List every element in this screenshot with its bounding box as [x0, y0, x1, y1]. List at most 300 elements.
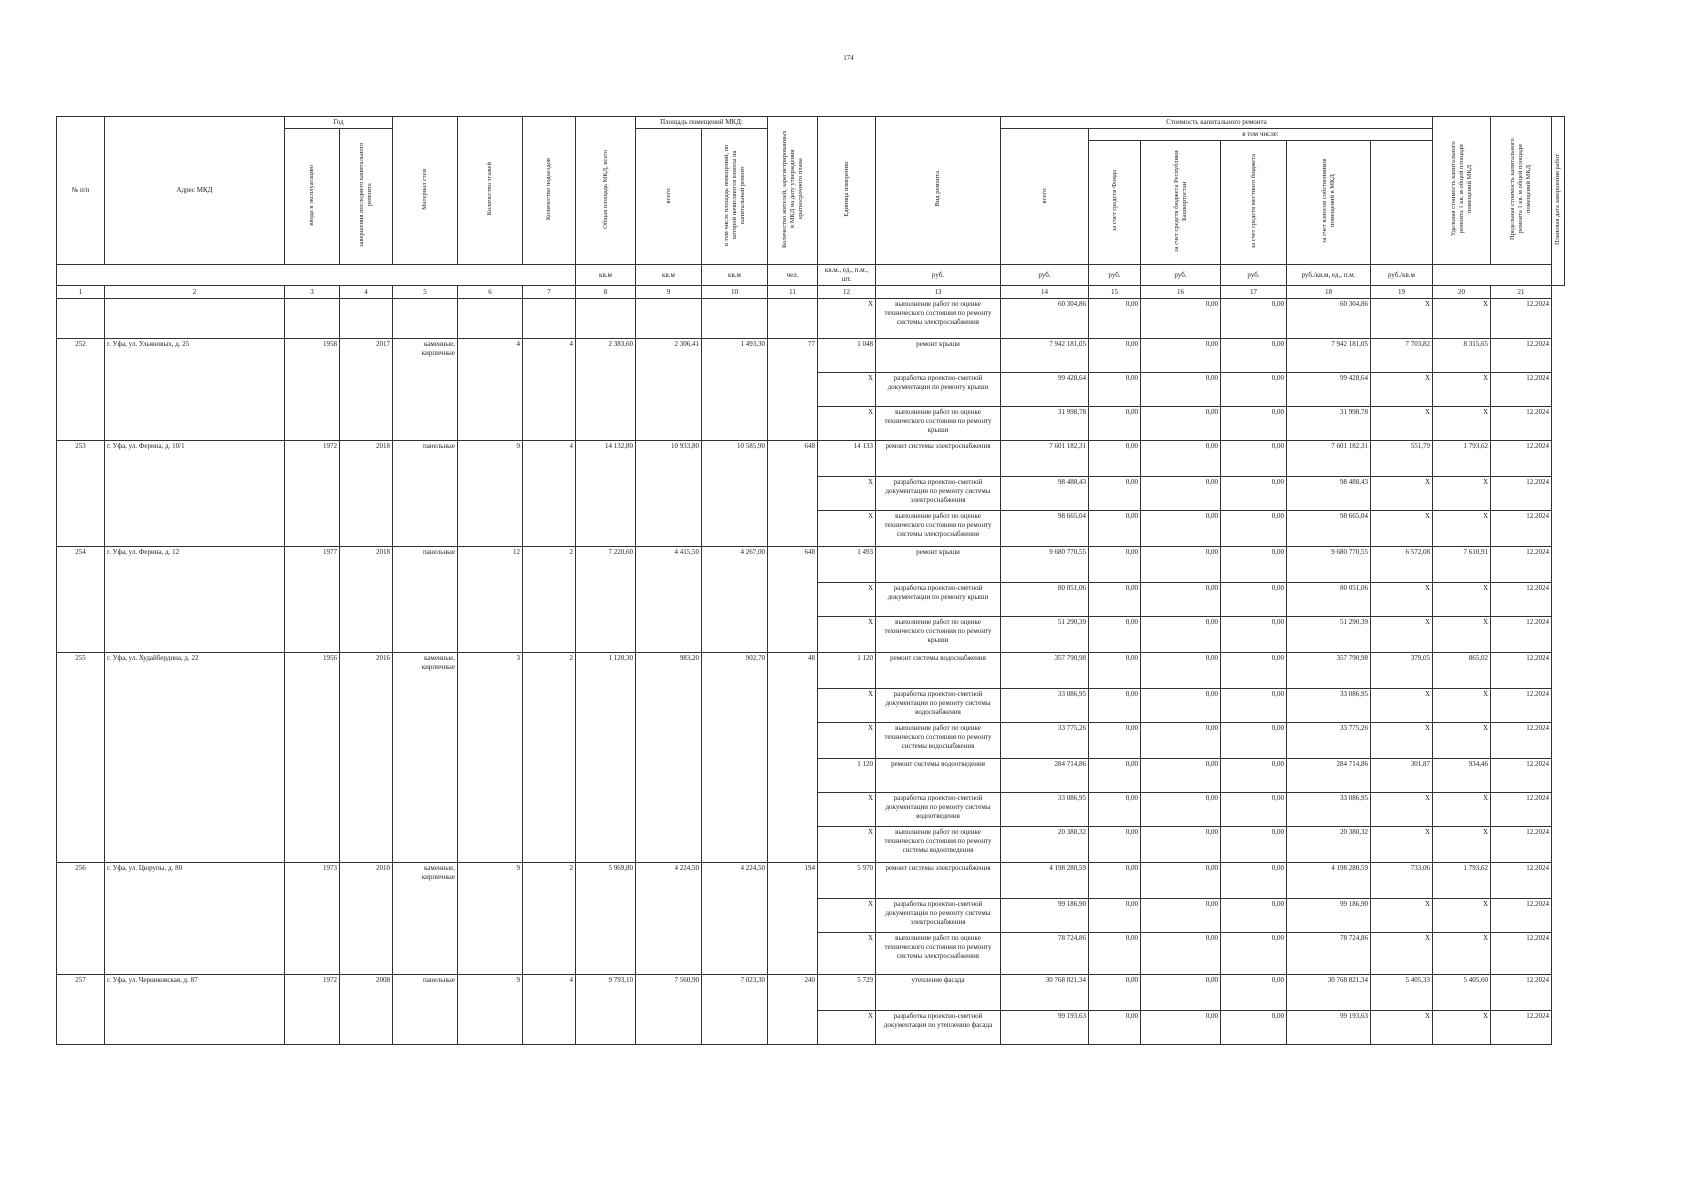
- cell-y1: [285, 407, 340, 441]
- cell-c14: 4 198 280,59: [1001, 863, 1089, 899]
- cell-en: [523, 373, 576, 407]
- cell-c15: 0,00: [1089, 299, 1141, 339]
- cell-work: ремонт крыши: [876, 547, 1001, 583]
- cell-ta: [576, 407, 636, 441]
- cell-c18: 9 680 770,55: [1287, 547, 1371, 583]
- cell-n: 257: [57, 975, 105, 1011]
- cell-c18: 78 724,86: [1287, 933, 1371, 975]
- column-number: 16: [1141, 286, 1221, 299]
- cell-c20: X: [1433, 899, 1491, 933]
- cell-mat: каменные, кирпичные: [393, 653, 458, 689]
- header-entrances: Количество подъездов: [523, 117, 576, 265]
- column-number: 21: [1491, 286, 1552, 299]
- cell-fl: [458, 689, 523, 723]
- cell-n: 255: [57, 653, 105, 689]
- cell-y1: [285, 477, 340, 511]
- cell-ta: [576, 617, 636, 653]
- cell-c21: 12.2024: [1491, 299, 1552, 339]
- cell-c20: 7 610,91: [1433, 547, 1491, 583]
- cell-y2: [340, 511, 393, 547]
- cell-c15: 0,00: [1089, 407, 1141, 441]
- cell-a2: [702, 477, 768, 511]
- cell-c16: 0,00: [1141, 933, 1221, 975]
- cell-en: 4: [523, 975, 576, 1011]
- cell-en: [523, 477, 576, 511]
- header-floors: Количество этажей: [458, 117, 523, 265]
- cell-addr: [105, 1011, 285, 1045]
- header-total-area: Общая площадь МКД, всего: [576, 117, 636, 265]
- column-number: 13: [876, 286, 1001, 299]
- cell-c18: 30 768 821,34: [1287, 975, 1371, 1011]
- cell-res: [768, 583, 818, 617]
- cell-qty: X: [818, 511, 876, 547]
- cell-addr: [105, 511, 285, 547]
- cell-a1: [636, 759, 702, 793]
- cell-addr: [105, 407, 285, 441]
- cell-res: [768, 793, 818, 827]
- cell-a1: [636, 689, 702, 723]
- cell-c15: 0,00: [1089, 759, 1141, 793]
- cell-y1: 1956: [285, 653, 340, 689]
- cell-a2: [702, 759, 768, 793]
- cell-c19: 551,79: [1371, 441, 1433, 477]
- cell-y2: 2018: [340, 547, 393, 583]
- cell-c21: 12.2024: [1491, 975, 1552, 1011]
- cell-ta: [576, 299, 636, 339]
- cell-c16: 0,00: [1141, 975, 1221, 1011]
- cell-res: 648: [768, 441, 818, 477]
- cell-a2: 902,70: [702, 653, 768, 689]
- cell-en: [523, 299, 576, 339]
- cell-c21: 12.2024: [1491, 511, 1552, 547]
- cell-mat: панельные: [393, 547, 458, 583]
- cell-en: 4: [523, 339, 576, 373]
- column-number: 20: [1433, 286, 1491, 299]
- cell-c17: 0,00: [1221, 583, 1287, 617]
- cell-mat: [393, 373, 458, 407]
- cell-a1: 10 933,80: [636, 441, 702, 477]
- cell-c15: 0,00: [1089, 975, 1141, 1011]
- header-repair-type: Вид ремонта: [876, 117, 1001, 265]
- cell-c15: 0,00: [1089, 373, 1141, 407]
- cell-a2: [702, 511, 768, 547]
- cell-ta: [576, 1011, 636, 1045]
- header-year-group: Год: [285, 117, 393, 129]
- column-number: 18: [1287, 286, 1371, 299]
- cell-c18: 33 086,95: [1287, 689, 1371, 723]
- cell-en: [523, 899, 576, 933]
- unit-cell: руб./кв.м: [1371, 265, 1433, 286]
- cell-c16: 0,00: [1141, 511, 1221, 547]
- cell-ta: [576, 793, 636, 827]
- cell-qty: 1 493: [818, 547, 876, 583]
- cell-c19: X: [1371, 299, 1433, 339]
- cell-c18: 99 186,90: [1287, 899, 1371, 933]
- cell-c19: X: [1371, 827, 1433, 863]
- cell-addr: г. Уфа, ул. Цюрупы, д. 80: [105, 863, 285, 899]
- cell-y2: [340, 793, 393, 827]
- cell-c16: 0,00: [1141, 899, 1221, 933]
- cell-res: [768, 617, 818, 653]
- cell-mat: [393, 933, 458, 975]
- cell-c18: 20 380,32: [1287, 827, 1371, 863]
- cell-fl: [458, 723, 523, 759]
- cell-c15: 0,00: [1089, 933, 1141, 975]
- cell-c14: 33 086,95: [1001, 689, 1089, 723]
- cell-y2: [340, 299, 393, 339]
- cell-c19: X: [1371, 373, 1433, 407]
- cell-c19: 733,06: [1371, 863, 1433, 899]
- cell-a1: [636, 1011, 702, 1045]
- cell-a2: [702, 617, 768, 653]
- cell-mat: [393, 299, 458, 339]
- cell-a1: [636, 899, 702, 933]
- cell-addr: [105, 933, 285, 975]
- cell-a1: [636, 477, 702, 511]
- cell-res: [768, 407, 818, 441]
- cell-y1: [285, 827, 340, 863]
- cell-c16: 0,00: [1141, 863, 1221, 899]
- cell-mat: [393, 407, 458, 441]
- cell-c16: 0,00: [1141, 759, 1221, 793]
- cell-c21: 12.2024: [1491, 617, 1552, 653]
- cell-en: [523, 407, 576, 441]
- cell-work: разработка проектно-сметной документации по утеплению фасада: [876, 1011, 1001, 1045]
- cell-qty: X: [818, 583, 876, 617]
- cell-work: ремонт системы электроснабжения: [876, 863, 1001, 899]
- header-planned-date: Плановая дата завершения работ: [1552, 117, 1565, 286]
- cell-c19: X: [1371, 477, 1433, 511]
- cell-c14: 9 680 770,55: [1001, 547, 1089, 583]
- cell-n: 252: [57, 339, 105, 373]
- cell-c20: 1 793,62: [1433, 441, 1491, 477]
- cell-n: [57, 933, 105, 975]
- cell-c17: 0,00: [1221, 1011, 1287, 1045]
- cell-c21: 12.2024: [1491, 547, 1552, 583]
- cell-y2: [340, 827, 393, 863]
- cell-c21: 12.2024: [1491, 899, 1552, 933]
- cell-mat: [393, 759, 458, 793]
- cell-res: [768, 299, 818, 339]
- unit-cell: руб.: [1221, 265, 1287, 286]
- cell-a1: [636, 511, 702, 547]
- cell-c20: X: [1433, 689, 1491, 723]
- cell-work: разработка проектно-сметной документации по ремонту крыши: [876, 373, 1001, 407]
- cell-work: выполнение работ по оценке технического состояния по ремонту крыши: [876, 617, 1001, 653]
- unit-cell: кв.м: [576, 265, 636, 286]
- cell-res: [768, 827, 818, 863]
- cell-work: ремонт системы электроснабжения: [876, 441, 1001, 477]
- cell-c20: X: [1433, 583, 1491, 617]
- cell-y2: 2010: [340, 863, 393, 899]
- cell-c19: 301,87: [1371, 759, 1433, 793]
- cell-y1: [285, 899, 340, 933]
- cell-n: [57, 583, 105, 617]
- cell-res: [768, 477, 818, 511]
- cell-y1: [285, 511, 340, 547]
- cell-c17: 0,00: [1221, 653, 1287, 689]
- cell-c18: 33 086,95: [1287, 793, 1371, 827]
- cell-c14: 98 488,43: [1001, 477, 1089, 511]
- cell-c20: X: [1433, 933, 1491, 975]
- cell-mat: [393, 617, 458, 653]
- cell-c14: 31 998,78: [1001, 407, 1089, 441]
- column-number: 11: [768, 286, 818, 299]
- cell-c15: 0,00: [1089, 339, 1141, 373]
- cell-qty: X: [818, 933, 876, 975]
- cell-n: [57, 373, 105, 407]
- cell-res: 240: [768, 975, 818, 1011]
- cell-work: утепление фасада: [876, 975, 1001, 1011]
- cell-qty: X: [818, 299, 876, 339]
- cell-c19: X: [1371, 511, 1433, 547]
- cell-y2: 2018: [340, 441, 393, 477]
- cell-c15: 0,00: [1089, 653, 1141, 689]
- cell-c19: X: [1371, 407, 1433, 441]
- cell-c20: X: [1433, 373, 1491, 407]
- cell-c20: X: [1433, 299, 1491, 339]
- cell-a1: 7 560,90: [636, 975, 702, 1011]
- header-num: № п/п: [57, 117, 105, 265]
- cell-c14: 51 290,39: [1001, 617, 1089, 653]
- cell-c18: 284 714,86: [1287, 759, 1371, 793]
- cell-qty: 1 120: [818, 653, 876, 689]
- cell-a2: [702, 1011, 768, 1045]
- cell-work: разработка проектно-сметной документации по ремонту системы водоотведения: [876, 793, 1001, 827]
- table-row: [57, 339, 1565, 373]
- table-row: [57, 863, 1565, 899]
- cell-c14: 60 304,86: [1001, 299, 1089, 339]
- table-row: [57, 827, 1565, 863]
- cell-c17: 0,00: [1221, 723, 1287, 759]
- cell-res: [768, 373, 818, 407]
- cell-a1: [636, 299, 702, 339]
- cell-addr: г. Уфа, ул. Ферина, д. 12: [105, 547, 285, 583]
- cell-n: [57, 511, 105, 547]
- units-blank: [57, 265, 576, 286]
- cell-fl: 9: [458, 863, 523, 899]
- table-row: [57, 441, 1565, 477]
- cell-c17: 0,00: [1221, 373, 1287, 407]
- cell-c17: 0,00: [1221, 441, 1287, 477]
- cell-a1: [636, 793, 702, 827]
- cell-c16: 0,00: [1141, 407, 1221, 441]
- cell-c18: 357 790,98: [1287, 653, 1371, 689]
- cell-fl: [458, 793, 523, 827]
- cell-y2: [340, 373, 393, 407]
- cell-ta: [576, 373, 636, 407]
- cell-y1: 1958: [285, 339, 340, 373]
- cell-n: [57, 407, 105, 441]
- cell-c21: 12.2024: [1491, 653, 1552, 689]
- cell-addr: [105, 617, 285, 653]
- cell-c17: 0,00: [1221, 547, 1287, 583]
- table-row: [57, 373, 1565, 407]
- column-number: 9: [636, 286, 702, 299]
- column-number: 7: [523, 286, 576, 299]
- header-incl: в том числе:: [1089, 129, 1433, 141]
- cell-c20: 8 315,65: [1433, 339, 1491, 373]
- cell-c16: 0,00: [1141, 583, 1221, 617]
- cell-c16: 0,00: [1141, 689, 1221, 723]
- cell-addr: [105, 827, 285, 863]
- cell-en: [523, 511, 576, 547]
- cell-qty: X: [818, 1011, 876, 1045]
- column-number: 3: [285, 286, 340, 299]
- cell-c21: 12.2024: [1491, 373, 1552, 407]
- cell-c19: 6 572,08: [1371, 547, 1433, 583]
- cell-c15: 0,00: [1089, 547, 1141, 583]
- cell-fl: [458, 511, 523, 547]
- cell-c14: 30 768 821,34: [1001, 975, 1089, 1011]
- cell-c17: 0,00: [1221, 975, 1287, 1011]
- header-cost-republic: за счет средств бюджета Республики Башкортостан: [1141, 141, 1221, 265]
- cell-res: 194: [768, 863, 818, 899]
- cell-ta: [576, 583, 636, 617]
- cell-y2: 2017: [340, 339, 393, 373]
- cell-res: 48: [768, 653, 818, 689]
- cell-c18: 51 290,39: [1287, 617, 1371, 653]
- cell-c18: 33 775,26: [1287, 723, 1371, 759]
- cell-y2: [340, 689, 393, 723]
- cell-work: выполнение работ по оценке технического состояния по ремонту системы водоотведения: [876, 827, 1001, 863]
- cell-addr: [105, 723, 285, 759]
- cell-a1: [636, 933, 702, 975]
- cell-a2: 1 493,30: [702, 339, 768, 373]
- cell-a2: [702, 827, 768, 863]
- cell-c17: 0,00: [1221, 511, 1287, 547]
- cell-c16: 0,00: [1141, 617, 1221, 653]
- cell-work: разработка проектно-сметной документации по ремонту крыши: [876, 583, 1001, 617]
- cell-y1: [285, 1011, 340, 1045]
- header-unit-measure: Единица измерения: [818, 117, 876, 265]
- cell-a2: [702, 689, 768, 723]
- cell-addr: г. Уфа, ул. Ферина, д. 10/1: [105, 441, 285, 477]
- table-row: [57, 583, 1565, 617]
- cell-fl: 3: [458, 653, 523, 689]
- unit-cell: кв.м., ед., п.м., шт.: [818, 265, 876, 286]
- cell-c17: 0,00: [1221, 339, 1287, 373]
- cell-addr: [105, 899, 285, 933]
- cell-fl: [458, 933, 523, 975]
- cell-fl: [458, 827, 523, 863]
- cell-y1: [285, 373, 340, 407]
- cell-c16: 0,00: [1141, 477, 1221, 511]
- cell-qty: X: [818, 477, 876, 511]
- cell-c16: 0,00: [1141, 723, 1221, 759]
- cell-c19: X: [1371, 1011, 1433, 1045]
- cell-c16: 0,00: [1141, 299, 1221, 339]
- cell-ta: 14 132,80: [576, 441, 636, 477]
- cell-mat: [393, 723, 458, 759]
- cell-en: 2: [523, 547, 576, 583]
- cell-en: [523, 583, 576, 617]
- header-cost-total: всего:: [1001, 129, 1089, 265]
- cell-y1: [285, 617, 340, 653]
- cell-c20: X: [1433, 617, 1491, 653]
- cell-fl: [458, 899, 523, 933]
- cell-y2: [340, 899, 393, 933]
- cell-c20: 1 793,62: [1433, 863, 1491, 899]
- cell-ta: 9 793,10: [576, 975, 636, 1011]
- cell-addr: г. Уфа, ул. Ульяновых, д. 25: [105, 339, 285, 373]
- table-row: [57, 653, 1565, 689]
- cell-ta: [576, 933, 636, 975]
- cell-fl: [458, 759, 523, 793]
- cell-res: [768, 933, 818, 975]
- cell-c17: 0,00: [1221, 477, 1287, 511]
- cell-qty: 14 133: [818, 441, 876, 477]
- cell-qty: 1 048: [818, 339, 876, 373]
- cell-c17: 0,00: [1221, 407, 1287, 441]
- cell-ta: [576, 759, 636, 793]
- cell-c15: 0,00: [1089, 827, 1141, 863]
- cell-fl: [458, 407, 523, 441]
- cell-mat: каменные, кирпичные: [393, 863, 458, 899]
- cell-a2: 4 224,50: [702, 863, 768, 899]
- cell-qty: X: [818, 407, 876, 441]
- header-residents: Количество жителей, зарегистрированных в МКД на дату утверждения краткосрочного плана: [768, 117, 818, 265]
- unit-cell: руб.: [1001, 265, 1089, 286]
- cell-work: выполнение работ по оценке технического состояния по ремонту крыши: [876, 407, 1001, 441]
- cell-c16: 0,00: [1141, 653, 1221, 689]
- cell-fl: [458, 299, 523, 339]
- cell-n: [57, 723, 105, 759]
- cell-c16: 0,00: [1141, 827, 1221, 863]
- cell-c14: 7 942 181,05: [1001, 339, 1089, 373]
- cell-work: выполнение работ по оценке технического состояния по ремонту системы электроснабжения: [876, 511, 1001, 547]
- cell-c18: 98 488,43: [1287, 477, 1371, 511]
- cell-a2: 10 585,90: [702, 441, 768, 477]
- cell-mat: [393, 477, 458, 511]
- cell-c15: 0,00: [1089, 899, 1141, 933]
- column-number: 19: [1371, 286, 1433, 299]
- cell-ta: [576, 477, 636, 511]
- cell-res: [768, 899, 818, 933]
- cell-n: [57, 617, 105, 653]
- header-cost-fund: за счет средств Фонда: [1089, 141, 1141, 265]
- cell-work: ремонт крыши: [876, 339, 1001, 373]
- header-unit-cost: Удельная стоимость капитального ремонта 1 кв. м общей площади помещений МКД: [1433, 117, 1491, 265]
- cell-work: выполнение работ по оценке технического состояния по ремонту системы электроснабжения: [876, 933, 1001, 975]
- cell-res: [768, 689, 818, 723]
- cell-a2: [702, 407, 768, 441]
- cell-c20: X: [1433, 477, 1491, 511]
- column-number: 6: [458, 286, 523, 299]
- cell-c15: 0,00: [1089, 477, 1141, 511]
- column-number: 12: [818, 286, 876, 299]
- unit-cell: руб./кв.м, ед., п.м.: [1287, 265, 1371, 286]
- cell-n: [57, 759, 105, 793]
- cell-mat: панельные: [393, 975, 458, 1011]
- cell-c21: 12.2024: [1491, 759, 1552, 793]
- column-number: 15: [1089, 286, 1141, 299]
- column-number: 5: [393, 286, 458, 299]
- cell-c20: 934,46: [1433, 759, 1491, 793]
- header-cost-owners: за счет взносов собственников помещений в МКД: [1287, 141, 1371, 265]
- cell-c14: 99 186,90: [1001, 899, 1089, 933]
- cell-a2: [702, 793, 768, 827]
- table-row: [57, 299, 1565, 339]
- cell-en: [523, 617, 576, 653]
- cell-c20: 865,02: [1433, 653, 1491, 689]
- cell-y2: [340, 583, 393, 617]
- cell-qty: X: [818, 793, 876, 827]
- capital-repair-table: [56, 116, 1565, 1045]
- cell-addr: [105, 477, 285, 511]
- cell-c19: X: [1371, 933, 1433, 975]
- cell-c21: 12.2024: [1491, 407, 1552, 441]
